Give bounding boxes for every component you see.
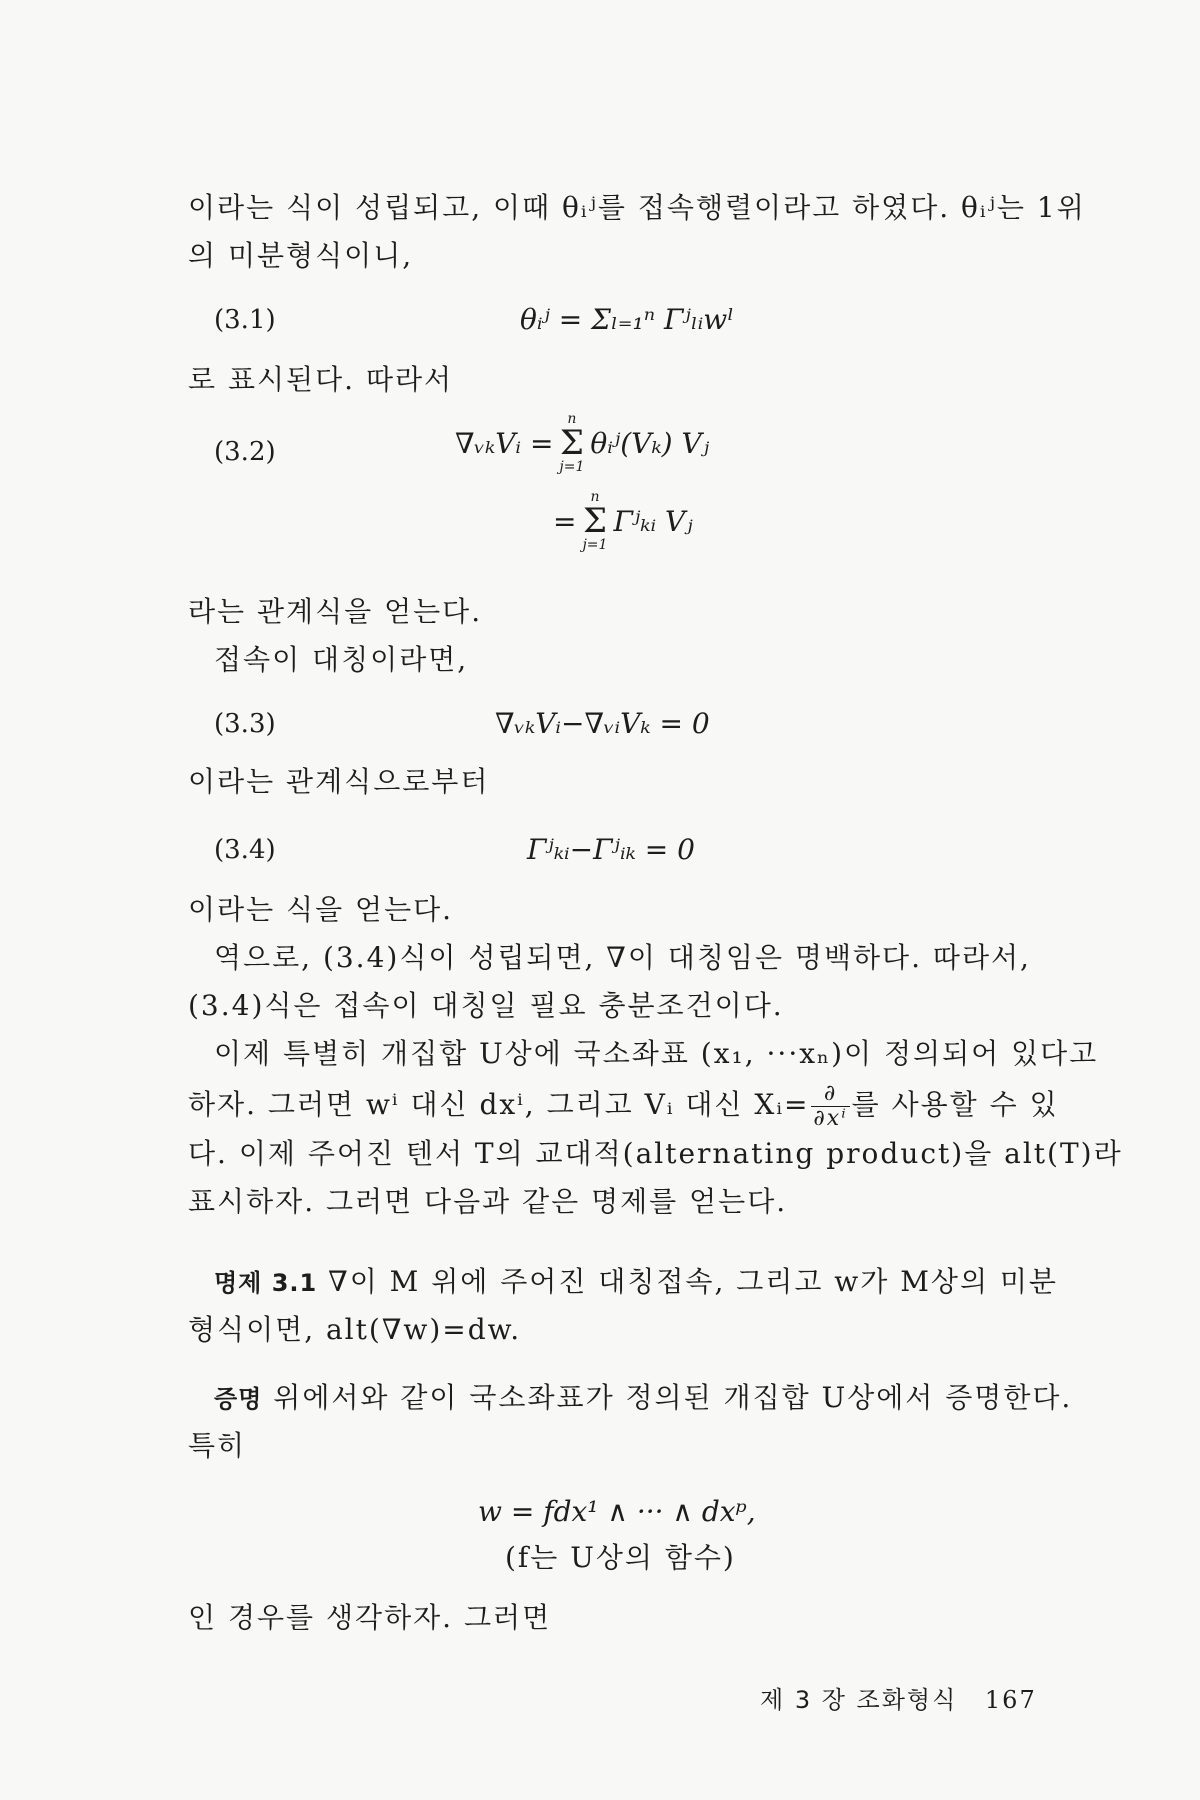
text-line xyxy=(188,1081,1059,1131)
equation-3-1: θᵢʲ = Σₗ₌₁ⁿ Γʲₗᵢwˡ xyxy=(520,303,735,336)
text-line: 이라는 관계식으로부터 xyxy=(188,765,490,798)
frac-denominator: ∂xⁱ xyxy=(813,1106,848,1131)
text-segment: 를 사용할 수 있 xyxy=(851,1088,1059,1121)
equation-number: (3.3) xyxy=(214,709,276,739)
sigma-glyph: Σ xyxy=(582,501,607,541)
sum-lower: j=1 xyxy=(582,537,608,553)
equation-3-3: ∇ᵥₖVᵢ−∇ᵥᵢVₖ = 0 xyxy=(495,707,710,740)
sigma-glyph: Σ xyxy=(559,423,584,463)
equation-note: (f는 U상의 함수) xyxy=(505,1541,736,1574)
proof xyxy=(214,1378,1076,1419)
text-line: 역으로, (3.4)식이 성립되면, ∇이 대칭임은 명백하다. 따라서, xyxy=(214,941,1031,974)
text-line: 이라는 식을 얻는다. xyxy=(188,893,454,926)
equation-number: (3.1) xyxy=(214,305,276,335)
frac-numerator: ∂ xyxy=(823,1081,838,1106)
eq-lhs: ∇ᵥₖVᵢ = xyxy=(455,426,554,460)
equation-3-2-line1 xyxy=(455,412,709,474)
text-line: 표시하자. 그러면 다음과 같은 명제를 얻는다. xyxy=(188,1185,788,1218)
sum-lower: j=1 xyxy=(559,459,585,475)
equation-3-2-line2 xyxy=(553,490,693,552)
proof-label: 증명 xyxy=(214,1385,263,1413)
sum-upper: n xyxy=(590,489,600,505)
eq-rhs: θᵢʲ(Vₖ) Vⱼ xyxy=(590,426,710,460)
text-line: 특히 xyxy=(188,1429,247,1462)
sum-upper: n xyxy=(567,411,577,427)
equation-w: w = fdx¹ ∧ ··· ∧ dxᵖ, xyxy=(478,1495,756,1528)
chapter-title: 제 3 장 조화형식 xyxy=(760,1686,958,1714)
proposition xyxy=(214,1262,1076,1303)
text-segment: 하자. 그러면 wⁱ 대신 dxⁱ, 그리고 Vᵢ 대신 Xᵢ= xyxy=(188,1088,810,1121)
text-line: 이제 특별히 개집합 U상에 국소좌표 (x₁, ···xₙ)이 정의되어 있다고 xyxy=(214,1037,1099,1070)
text-line: 로 표시된다. 따라서 xyxy=(188,363,454,396)
partial-fraction xyxy=(811,1082,849,1131)
sum-symbol xyxy=(582,490,607,552)
equation-number: (3.4) xyxy=(214,835,276,865)
text-line: 접속이 대칭이라면, xyxy=(214,643,469,676)
sum-symbol xyxy=(559,412,584,474)
equation-3-4: Γʲₖᵢ−Γʲᵢₖ = 0 xyxy=(527,833,695,866)
text-line: 라는 관계식을 얻는다. xyxy=(188,595,483,628)
text-line: 이라는 식이 성립되고, 이때 θᵢʲ를 접속행렬이라고 하였다. θᵢʲ는 1위 xyxy=(188,191,1086,224)
page-footer xyxy=(760,1680,1037,1715)
text-line: 인 경우를 생각하자. 그러면 xyxy=(188,1601,552,1634)
text-line: 의 미분형식이니, xyxy=(188,239,414,272)
text-line: (3.4)식은 접속이 대칭일 필요 충분조건이다. xyxy=(188,989,784,1022)
proposition-text: ∇이 M 위에 주어진 대칭접속, 그리고 w가 M상의 미분 xyxy=(328,1265,1058,1298)
equation-number: (3.2) xyxy=(214,437,276,467)
proposition-label: 명제 3.1 xyxy=(214,1269,318,1297)
eq-rhs: Γʲₖᵢ Vⱼ xyxy=(613,504,693,538)
proof-text: 위에서와 같이 국소좌표가 정의된 개집합 U상에서 증명한다. xyxy=(273,1381,1073,1414)
eq-equals: = xyxy=(553,504,577,538)
text-line: 다. 이제 주어진 텐서 T의 교대적(alternating product)을 alt(T)라 xyxy=(188,1137,1123,1170)
page-number: 167 xyxy=(984,1686,1037,1714)
text-line: 형식이면, alt(∇w)=dw. xyxy=(188,1313,522,1346)
